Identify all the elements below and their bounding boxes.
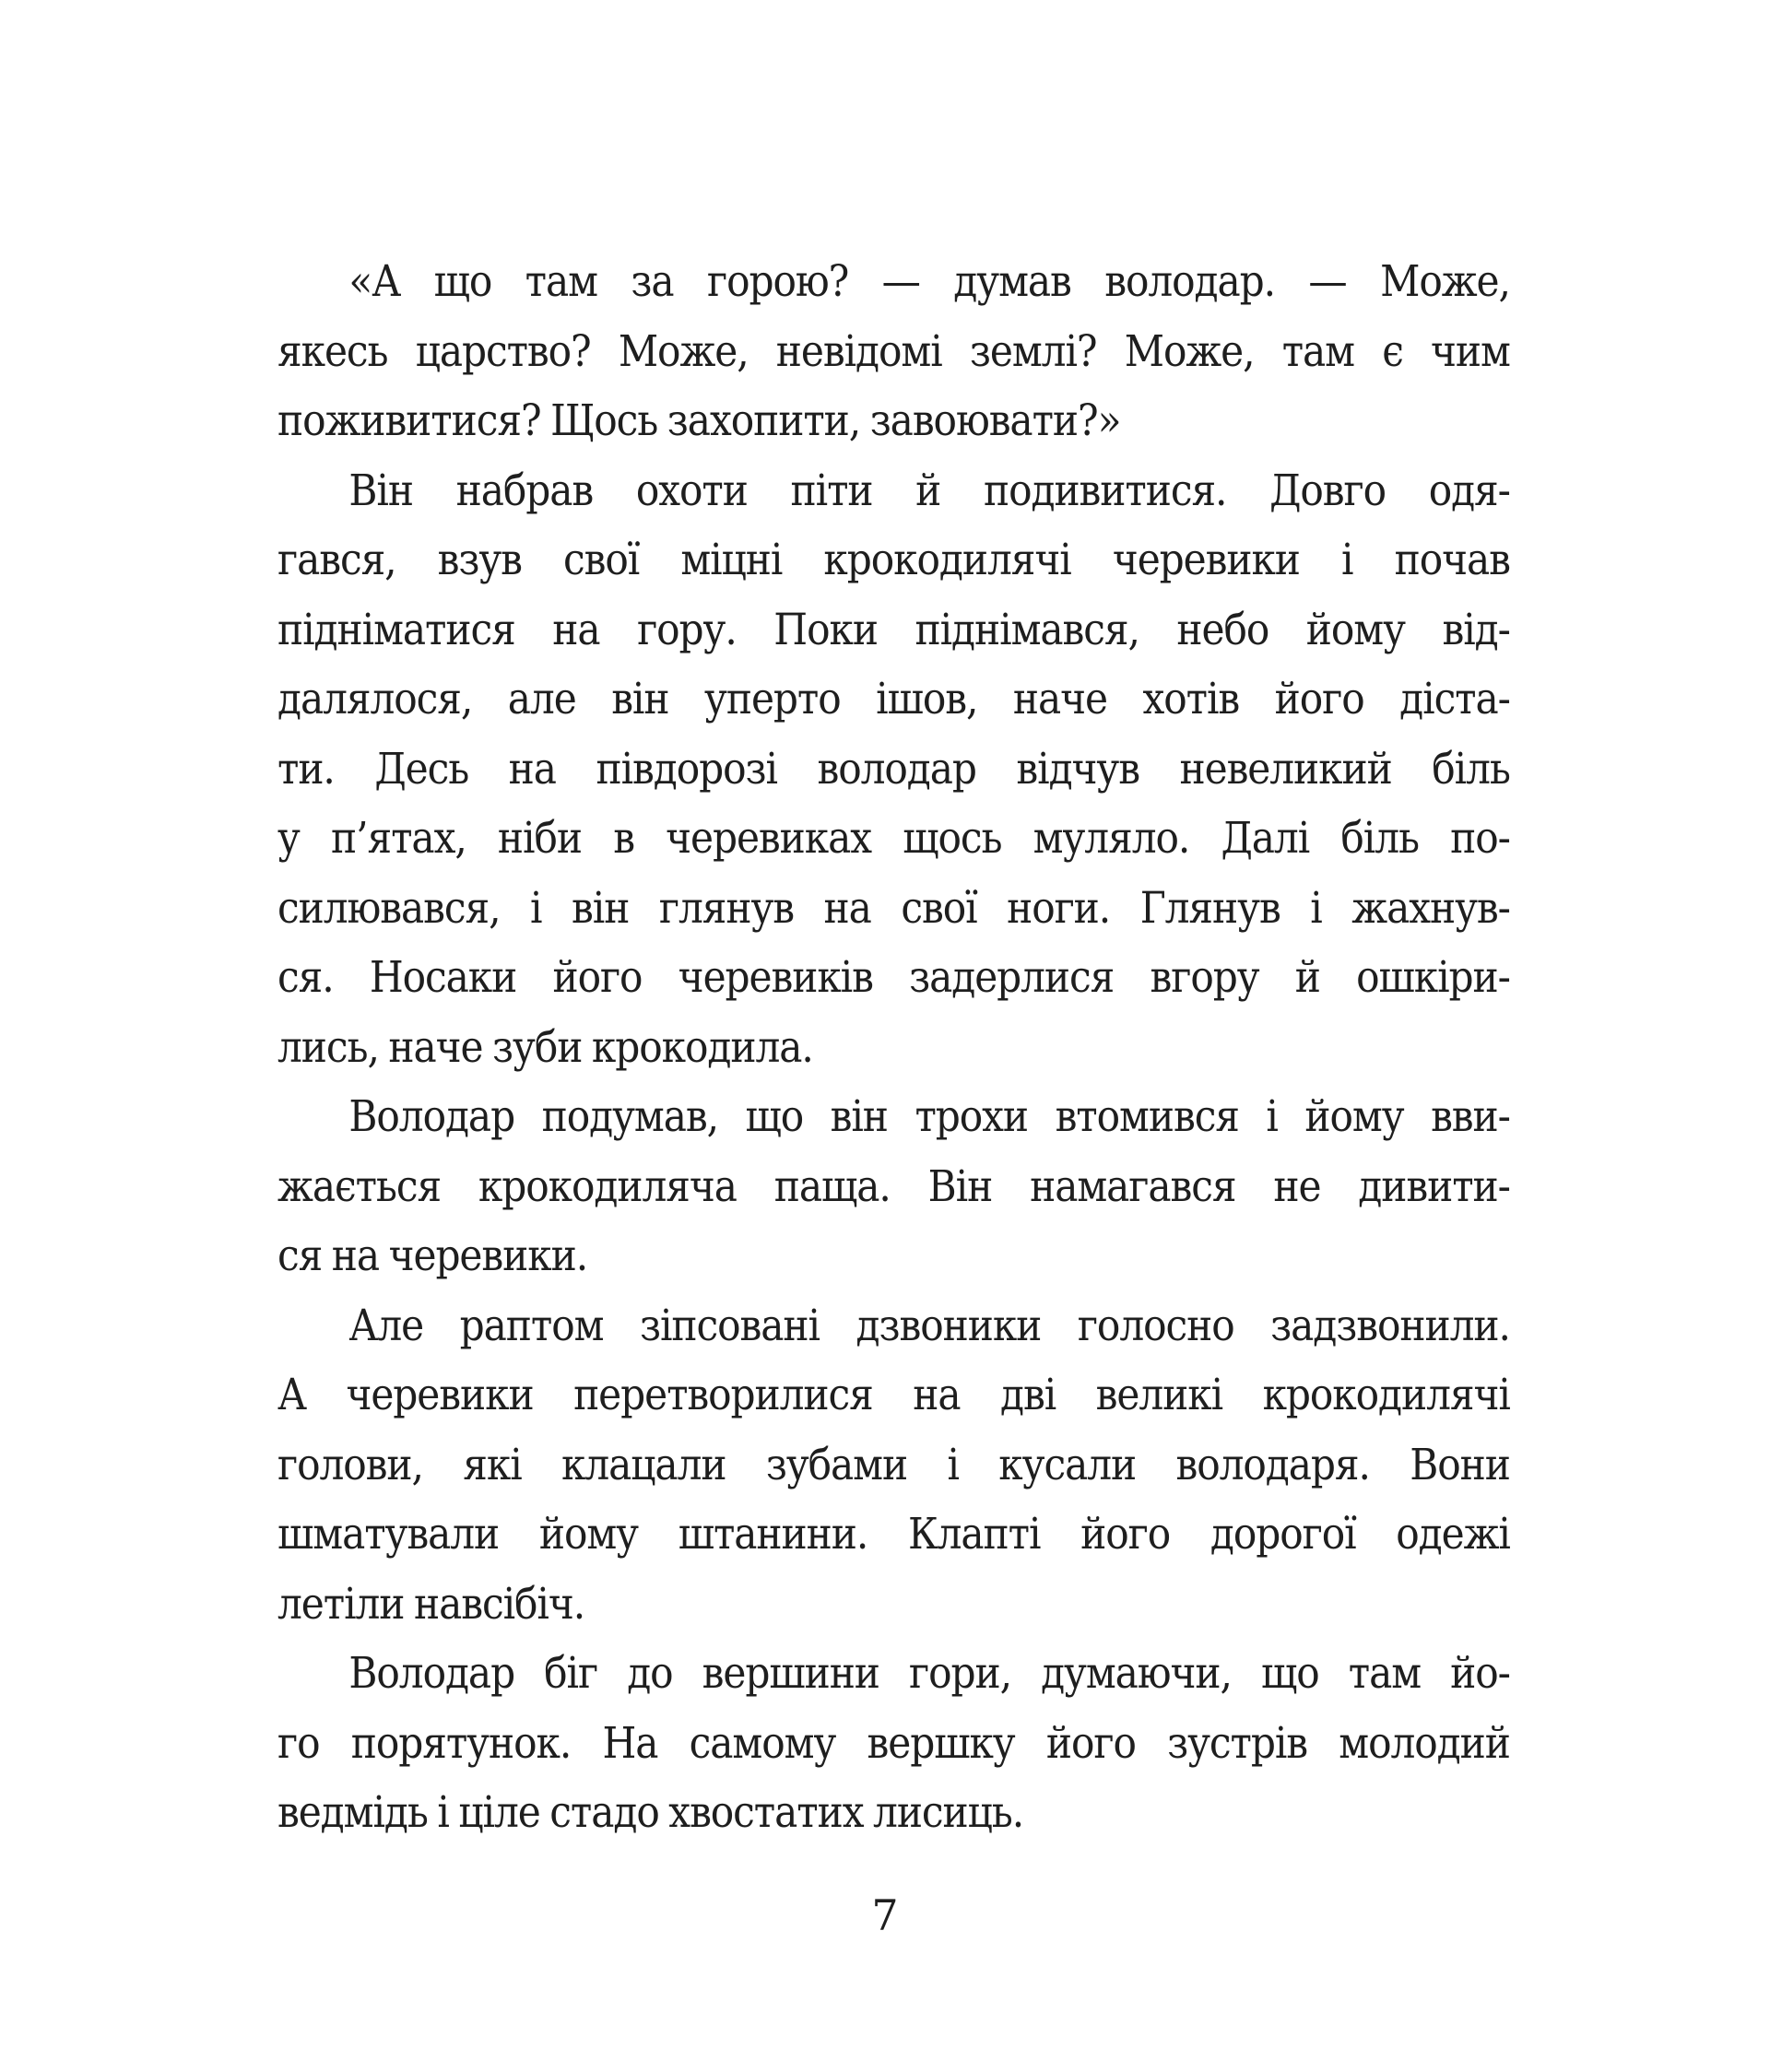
page-number: 7 xyxy=(871,1890,899,1940)
text-line: го порятунок. На самому вершку його зустрів молодий xyxy=(277,1717,1510,1769)
text-line: ти. Десь на півдорозі володар відчув невеликий біль xyxy=(277,743,1510,795)
text-line: Володар подумав, що він трохи втомився і йому вви- xyxy=(348,1091,1510,1142)
text-line: «А що там за горою? — думав володар. — Може, xyxy=(348,256,1510,307)
text-line: жається крокодиляча паща. Він намагався не дивити- xyxy=(277,1160,1510,1212)
text-line: А черевики перетворилися на дві великі крокодилячі xyxy=(277,1370,1510,1420)
text-line: підніматися на гору. Поки піднімався, небо йому від- xyxy=(277,604,1510,655)
paragraph xyxy=(277,247,1510,456)
paragraph xyxy=(277,1291,1510,1640)
text-line: далялося, але він уперто ішов, наче хотів його діста- xyxy=(277,674,1510,724)
text-line: Володар біг до вершини гори, думаючи, що там йо- xyxy=(348,1648,1510,1699)
paragraph xyxy=(277,1639,1510,1848)
text-line: ведмідь і ціле стадо хвостатих лисиць. xyxy=(277,1787,1024,1838)
text-line: голови, які клацали зубами і кусали володаря. Вони xyxy=(277,1439,1510,1490)
paragraph xyxy=(277,456,1510,1083)
text-line: гався, взув свої міцні крокодилячі черевики і почав xyxy=(277,535,1510,585)
text-line: Але раптом зіпсовані дзвоники голосно задзвонили. xyxy=(348,1300,1510,1351)
text-line: летіли навсібіч. xyxy=(277,1578,585,1630)
text-line: якесь царство? Може, невідомі землі? Може, там є чим xyxy=(277,325,1510,377)
text-line: шматували йому штанини. Клапті його дорогої одежі xyxy=(277,1509,1510,1560)
book-page-body xyxy=(277,247,1510,1848)
text-line: ся. Носаки його черевиків задерлися вгору й ошкіри- xyxy=(277,952,1510,1003)
text-line: ся на черевики. xyxy=(277,1230,588,1281)
text-line: лись, наче зуби крокодила. xyxy=(277,1021,813,1073)
paragraph xyxy=(277,1082,1510,1291)
text-line: у п’ятах, ніби в черевиках щось муляло. Далі біль по- xyxy=(277,813,1510,864)
text-line: Він набрав охоти піти й подивитися. Довго одя- xyxy=(348,465,1510,516)
text-line: силювався, і він глянув на свої ноги. Глянув і жахнув- xyxy=(277,882,1510,934)
text-line: поживитися? Щось захопити, завоювати?» xyxy=(277,395,1121,446)
